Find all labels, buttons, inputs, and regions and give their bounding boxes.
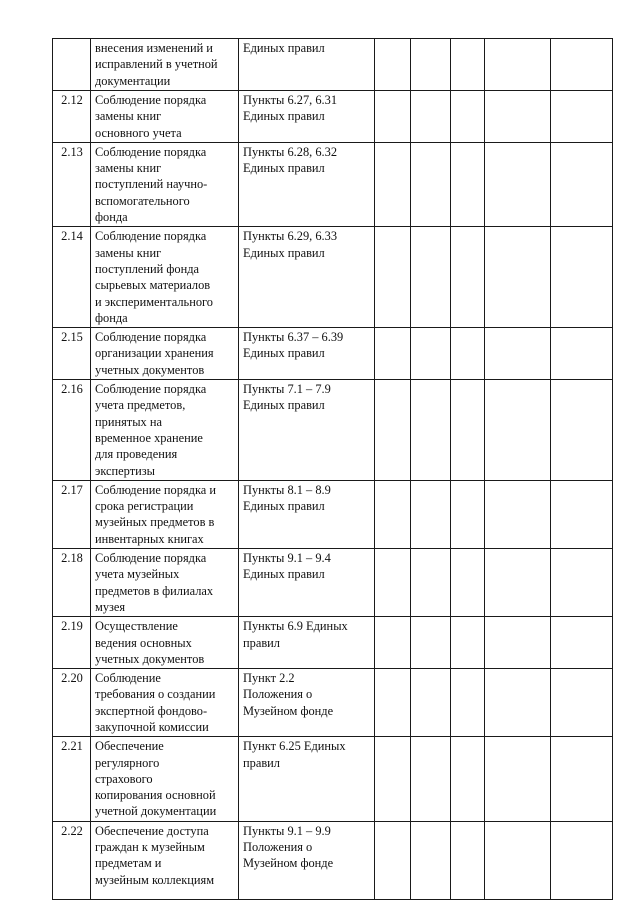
checklist-table <box>52 38 613 900</box>
comment-cell <box>551 737 613 821</box>
reference-cell: Единых правил <box>239 39 375 91</box>
requirement-cell: Соблюдение порядка организации хранения учетных документов <box>91 328 239 380</box>
answer-no-cell <box>411 39 451 91</box>
notes-cell <box>485 549 551 617</box>
comment-cell <box>551 821 613 899</box>
requirement-cell: Осуществление ведения основных учетных документов <box>91 617 239 669</box>
answer-no-cell <box>411 142 451 226</box>
table-row <box>53 142 613 226</box>
requirement-cell: Обеспечение регулярного страхового копирования основной учетной документации <box>91 737 239 821</box>
item-number-cell: 2.14 <box>53 227 91 328</box>
comment-cell <box>551 142 613 226</box>
answer-yes-cell <box>375 142 411 226</box>
table-row <box>53 549 613 617</box>
notes-cell <box>485 669 551 737</box>
item-number-cell: 2.15 <box>53 328 91 380</box>
notes-cell <box>485 142 551 226</box>
table-row <box>53 617 613 669</box>
reference-cell: Пункты 6.29, 6.33 Единых правил <box>239 227 375 328</box>
requirement-cell: Соблюдение требования о создании экспертной фондово- закупочной комиссии <box>91 669 239 737</box>
notes-cell <box>485 737 551 821</box>
answer-na-cell <box>451 91 485 143</box>
reference-cell: Пункты 8.1 – 8.9 Единых правил <box>239 480 375 548</box>
answer-no-cell <box>411 617 451 669</box>
item-number-cell: 2.13 <box>53 142 91 226</box>
item-number-cell: 2.22 <box>53 821 91 899</box>
answer-na-cell <box>451 380 485 481</box>
answer-na-cell <box>451 328 485 380</box>
table-row <box>53 39 613 91</box>
table-row <box>53 328 613 380</box>
answer-no-cell <box>411 480 451 548</box>
notes-cell <box>485 227 551 328</box>
reference-cell: Пункт 2.2 Положения о Музейном фонде <box>239 669 375 737</box>
requirement-cell: Соблюдение порядка учета музейных предметов в филиалах музея <box>91 549 239 617</box>
answer-yes-cell <box>375 669 411 737</box>
comment-cell <box>551 480 613 548</box>
answer-na-cell <box>451 737 485 821</box>
reference-cell: Пункты 9.1 – 9.9 Положения о Музейном фонде <box>239 821 375 899</box>
comment-cell <box>551 328 613 380</box>
answer-yes-cell <box>375 549 411 617</box>
notes-cell <box>485 39 551 91</box>
notes-cell <box>485 380 551 481</box>
table-row <box>53 669 613 737</box>
item-number-cell: 2.16 <box>53 380 91 481</box>
answer-na-cell <box>451 821 485 899</box>
notes-cell <box>485 821 551 899</box>
comment-cell <box>551 549 613 617</box>
table-row <box>53 91 613 143</box>
reference-cell: Пункты 6.27, 6.31 Единых правил <box>239 91 375 143</box>
answer-yes-cell <box>375 328 411 380</box>
answer-no-cell <box>411 328 451 380</box>
answer-na-cell <box>451 142 485 226</box>
item-number-cell: 2.18 <box>53 549 91 617</box>
answer-yes-cell <box>375 39 411 91</box>
answer-na-cell <box>451 617 485 669</box>
requirement-cell: Соблюдение порядка замены книг поступлений научно- вспомогательного фонда <box>91 142 239 226</box>
item-number-cell: 2.20 <box>53 669 91 737</box>
answer-no-cell <box>411 380 451 481</box>
table-row <box>53 821 613 899</box>
answer-na-cell <box>451 669 485 737</box>
reference-cell: Пункты 6.37 – 6.39 Единых правил <box>239 328 375 380</box>
answer-no-cell <box>411 549 451 617</box>
answer-yes-cell <box>375 380 411 481</box>
answer-yes-cell <box>375 821 411 899</box>
notes-cell <box>485 328 551 380</box>
answer-na-cell <box>451 549 485 617</box>
answer-no-cell <box>411 821 451 899</box>
item-number-cell: 2.21 <box>53 737 91 821</box>
reference-cell: Пункт 6.25 Единых правил <box>239 737 375 821</box>
item-number-cell: 2.17 <box>53 480 91 548</box>
comment-cell <box>551 380 613 481</box>
comment-cell <box>551 617 613 669</box>
item-number-cell: 2.12 <box>53 91 91 143</box>
table-row <box>53 480 613 548</box>
answer-na-cell <box>451 39 485 91</box>
answer-yes-cell <box>375 227 411 328</box>
answer-yes-cell <box>375 91 411 143</box>
checklist-table-body <box>53 39 613 900</box>
notes-cell <box>485 480 551 548</box>
answer-no-cell <box>411 91 451 143</box>
requirement-cell: Соблюдение порядка замены книг поступлений фонда сырьевых материалов и экспериментального фонда <box>91 227 239 328</box>
reference-cell: Пункты 9.1 – 9.4 Единых правил <box>239 549 375 617</box>
answer-na-cell <box>451 227 485 328</box>
notes-cell <box>485 617 551 669</box>
answer-no-cell <box>411 669 451 737</box>
comment-cell <box>551 227 613 328</box>
comment-cell <box>551 669 613 737</box>
requirement-cell: Обеспечение доступа граждан к музейным предметам и музейным коллекциям <box>91 821 239 899</box>
answer-no-cell <box>411 227 451 328</box>
item-number-cell <box>53 39 91 91</box>
reference-cell: Пункты 6.9 Единых правил <box>239 617 375 669</box>
answer-yes-cell <box>375 480 411 548</box>
table-row <box>53 380 613 481</box>
answer-na-cell <box>451 480 485 548</box>
comment-cell <box>551 91 613 143</box>
table-row <box>53 227 613 328</box>
answer-yes-cell <box>375 737 411 821</box>
notes-cell <box>485 91 551 143</box>
requirement-cell: Соблюдение порядка замены книг основного учета <box>91 91 239 143</box>
item-number-cell: 2.19 <box>53 617 91 669</box>
table-row <box>53 737 613 821</box>
requirement-cell: внесения изменений и исправлений в учетной документации <box>91 39 239 91</box>
requirement-cell: Соблюдение порядка и срока регистрации музейных предметов в инвентарных книгах <box>91 480 239 548</box>
answer-no-cell <box>411 737 451 821</box>
answer-yes-cell <box>375 617 411 669</box>
reference-cell: Пункты 6.28, 6.32 Единых правил <box>239 142 375 226</box>
comment-cell <box>551 39 613 91</box>
reference-cell: Пункты 7.1 – 7.9 Единых правил <box>239 380 375 481</box>
requirement-cell: Соблюдение порядка учета предметов, принятых на временное хранение для проведения экспертизы <box>91 380 239 481</box>
